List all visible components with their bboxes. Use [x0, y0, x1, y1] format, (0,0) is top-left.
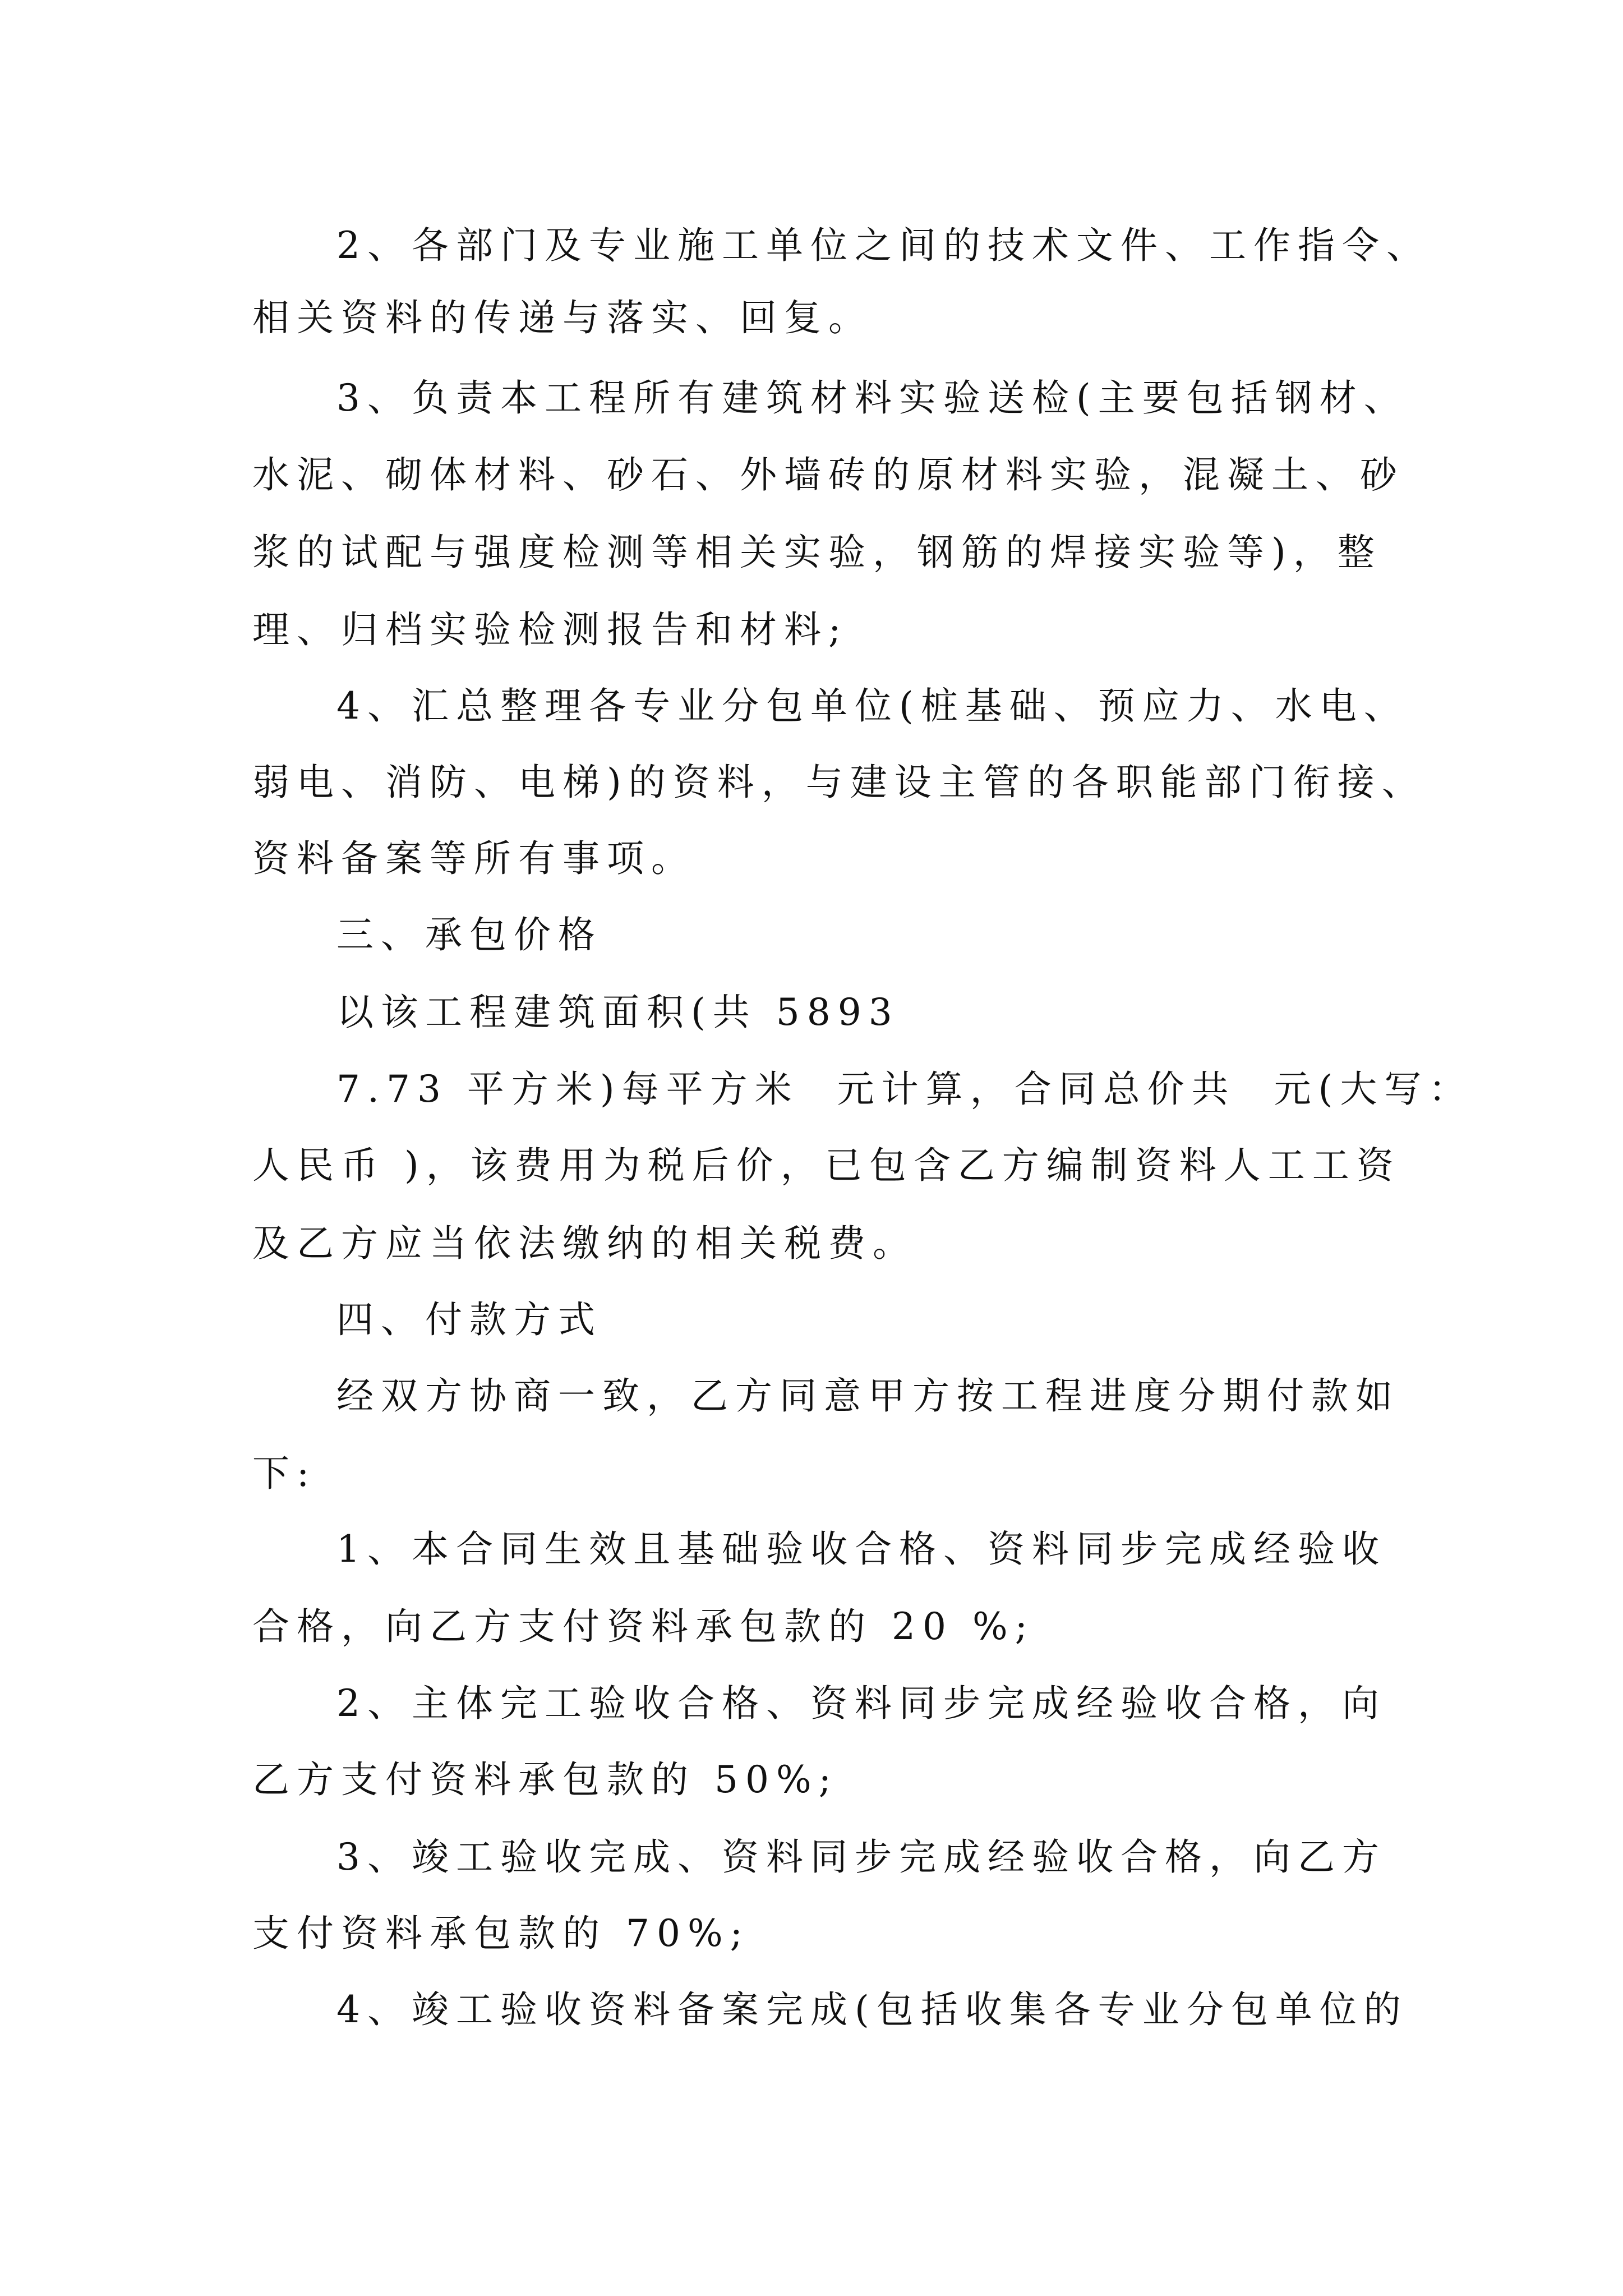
section-heading: 四、付款方式: [336, 1298, 602, 1341]
text-line: 支付资料承包款的 70%;: [252, 1912, 750, 1955]
text-line: 下:: [252, 1452, 317, 1495]
text-line: 3、竣工验收完成、资料同步完成经验收合格，向乙方: [336, 1835, 1386, 1879]
text-line: 4、汇总整理各专业分包单位(桩基础、预应力、水电、: [336, 684, 1408, 728]
text-line: 以该工程建筑面积(共 5893: [336, 991, 900, 1034]
text-line: 经双方协商一致，乙方同意甲方按工程进度分期付款如: [336, 1374, 1400, 1418]
text-line: 资料备案等所有事项。: [252, 837, 695, 880]
text-line: 2、主体完工验收合格、资料同步完成经验收合格，向: [336, 1682, 1386, 1725]
text-line: 理、归档实验检测报告和材料;: [252, 608, 849, 651]
text-line: 水泥、砌体材料、砂石、外墙砖的原材料实验，混凝土、砂: [252, 453, 1404, 496]
text-line: 2、各部门及专业施工单位之间的技术文件、工作指令、: [336, 224, 1431, 267]
section-heading: 三、承包价格: [336, 913, 602, 956]
text-line: 乙方支付资料承包款的 50%;: [252, 1758, 838, 1801]
text-line: 弱电、消防、电梯)的资料，与建设主管的各职能部门衔接、: [252, 761, 1426, 804]
text-line: 7.73 平方米)每平方米 元计算，合同总价共 元(大写：: [336, 1068, 1473, 1111]
text-line: 1、本合同生效且基础验收合格、资料同步完成经验收: [336, 1527, 1386, 1571]
text-line: 及乙方应当依法缴纳的相关税费。: [252, 1222, 917, 1265]
text-line: 人民币 )，该费用为税后价，已包含乙方编制资料人工工资: [252, 1144, 1401, 1187]
text-line: 相关资料的传递与落实、回复。: [252, 296, 873, 339]
text-line: 3、负责本工程所有建筑材料实验送检(主要包括钢材、: [336, 376, 1408, 420]
text-line: 合格，向乙方支付资料承包款的 20 %;: [252, 1605, 1035, 1648]
text-line: 4、竣工验收资料备案完成(包括收集各专业分包单位的: [336, 1988, 1408, 2031]
text-line: 浆的试配与强度检测等相关实验，钢筋的焊接实验等)，整: [252, 531, 1382, 574]
